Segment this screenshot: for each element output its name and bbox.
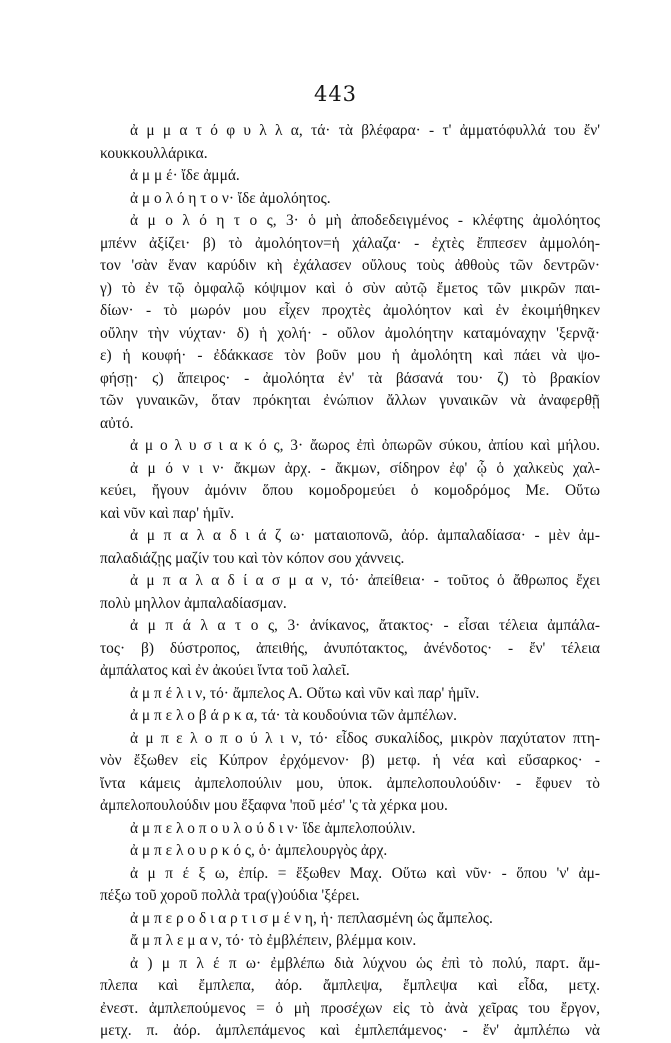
text-line: ἀ ) μ π λ έ π ω· ἐμβλέπω διὰ λύχνου ὡς ἐπὶ τὸ πολύ, παρτ. ἄμ-: [130, 954, 600, 972]
text-line: ἀ μ μ α τ ό φ υ λ λ α, τά· τὰ βλέφαρα· - τ' ἀμματόφυλλά του ἔν': [130, 122, 600, 139]
text-line: ἀ μ π α λ α δ ι ά ζ ω· ματαιοπονῶ, ἀόρ. ἀμπαλαδίασα· - μὲν ἀμ-: [130, 527, 600, 544]
text-line: πλεπα καὶ ἔμπλεπα, ἀόρ. ἄμπλεψα, ἔμπλεψα καὶ εἶδα, μετχ.: [100, 977, 600, 994]
text-line: ἀ μ ο λ ό η τ ο ς, 3· ὁ μὴ ἀποδεδειγμένος - κλέφτης ἀμολόητος: [130, 212, 600, 229]
text-line: ἀ μ π ε λ ο β ά ρ κ α, τά· τὰ κουδούνια τῶν ἀμπέλων.: [130, 707, 457, 724]
text-line: παλαδιάζῃς μαζίν του καὶ τὸν κόπον σου χάννεις.: [100, 549, 405, 567]
text-line: ἀ μ ο λ υ σ ι α κ ό ς, 3· ἄωρος ἐπὶ ὀπωρῶν σύκου, ἀπίου καὶ μήλου.: [130, 437, 600, 454]
text-line: ἴντα κάμεις ἀμπελοπούλιν μου, ὑποκ. ἀμπελοπουλούδιν· - ἔφυεν τὸ: [100, 774, 600, 792]
text-line: ἀ μ π ε λ ο π ο ύ λ ι ν, τό· εἶδος συκαλίδος, μικρὸν παχύτατον πτη-: [130, 729, 600, 747]
text-line: ἀ μ ό ν ι ν· ἄκμων ἀρχ. - ἄκμων, σίδηρον ἐφ' ᾧ ὁ χαλκεὺς χαλ-: [130, 459, 600, 477]
text-line: κεύει, ἤγουν ἀμόνιν ὅπου κομοδρομεύει ὁ κομοδρόμος Με. Οὕτω: [100, 482, 600, 499]
text-line: καὶ νῦν καὶ παρ' ἡμῖν.: [100, 504, 235, 522]
text-line: μετχ. π. ἀόρ. ἀμπλεπάμενος καὶ ἐμπλεπάμενος· - ἔν' ἀμπλέπω νὰ: [100, 1022, 600, 1039]
text-line: γ) τὸ ἐν τῷ ὀμφαλῷ κόψιμον καὶ ὁ σὺν αὐτῷ ἔμετος τῶν μικρῶν παι-: [100, 279, 600, 297]
text-line: νὸν ἔξωθεν εἰς Κύπρον ἐρχόμενον· β) μετφ. ἡ νέα καὶ εὔσαρκος· -: [100, 752, 600, 769]
text-line: τον 'σὰν ἕναν καρύδιν κὴ ἐχάλασεν οὔλους τοὺς ἀθθοὺς τῶν δεντρῶν·: [100, 257, 600, 274]
text-line: αὐτό.: [100, 414, 134, 432]
page-number: 443: [313, 82, 358, 106]
text-line: μπένν ἀξίζει· β) τὸ ἀμολόητον=ἡ χάλαζα· - ἐχτὲς ἔππεσεν ἀμμολόη-: [100, 234, 600, 252]
text-line: ἀ μ π ά λ α τ ο ς, 3· ἀνίκανος, ἄτακτος· - εἶσαι τέλεια ἀμπάλα-: [130, 617, 600, 634]
text-line: ἀ μ π ε λ ο π ο υ λ ο ύ δ ι ν· ἴδε ἀμπελοπούλιν.: [130, 819, 416, 837]
text-line: πέξω τοῦ χοροῦ πολλὰ τρα(γ)ούδια 'ξέρει.: [100, 887, 360, 904]
text-line: φήσῃ· ϛ) ἄπειρος· - ἀμολόητα ἐν' τὰ βάσανά του· ζ) τὸ βρακίον: [100, 369, 600, 387]
text-line: ἀ μ ο λ ό η τ ο ν· ἴδε ἀμολόητος.: [130, 189, 331, 207]
text-line: ἀ μ π ε λ ο υ ρ κ ό ς, ὁ· ἀμπελουργὸς ἀρχ.: [130, 842, 388, 859]
text-line: κουκκουλλάρικα.: [100, 144, 208, 162]
text-line: ε) ἡ κουφή· - ἐδάκκασε τὸν βοῦν μου ἡ ἀμολόητη καὶ πάει νὰ ψο-: [100, 347, 600, 364]
text-line: τος· β) δύστροπος, ἀπειθής, ἀνυπότακτος, ἀνένδοτος· - ἔν' τέλεια: [100, 639, 600, 657]
text-line: ἀ μ π έ ξ ω, ἐπίρ. = ἔξωθεν Μαχ. Οὕτω καὶ νῦν· - ὅπου 'ν' ἀμ-: [130, 864, 600, 882]
text-line: δίων· - τὸ μωρόν μου εἶχεν προχτὲς ἀμολόητον καὶ ἐν ἐκοιμήθηκεν: [100, 302, 600, 319]
text-line: ἀ μ μ έ· ἴδε ἀμμά.: [130, 167, 240, 184]
text-line: ἀ μ π έ λ ι ν, τό· ἄμπελος Α. Οὕτω καὶ νῦν καὶ παρ' ἡμῖν.: [130, 684, 480, 702]
text-line: ἀμπελοπουλούδιν μου ἔξαφνα 'ποῦ μέσ' 'ς τὰ χέρκα μου.: [100, 797, 448, 814]
text-line: ἀμπάλατος καὶ ἐν ἀκούει ἴντα τοῦ λαλεῖ.: [100, 662, 350, 679]
text-line: ἐνεστ. ἀμπλεπούμενος = ὁ μὴ προσέχων εἰς τὸ ἀνὰ χεῖρας του ἔργον,: [100, 999, 600, 1017]
text-line: πολὺ μηλλον ἀμπαλαδίασμαν.: [100, 594, 287, 612]
text-line: τῶν γυναικῶν, ὅταν πρόκηται ἐνώπιον ἄλλων γυναικῶν νὰ ἀναφερθῇ: [100, 392, 600, 409]
text-line: ἀ μ π α λ α δ ί α σ μ α ν, τό· ἀπείθεια· - τοῦτος ὁ ἄθρωπος ἔχει: [130, 572, 600, 589]
text-line: ἄ μ π λ ε μ α ν, τό· τὸ ἐμβλέπειν, βλέμμα κοιν.: [130, 932, 417, 949]
dictionary-text-block: [100, 120, 600, 1043]
text-line: οὔλην τὴν νύχταν· δ) ἡ χολή· - οὔλον ἀμολόητην καταμόναχην 'ξερνᾷ·: [100, 324, 600, 342]
text-line: ἀ μ π ε ρ ο δ ι α ρ τ ι σ μ έ ν η, ἡ· πεπλασμένη ὡς ἄμπελος.: [130, 909, 493, 927]
